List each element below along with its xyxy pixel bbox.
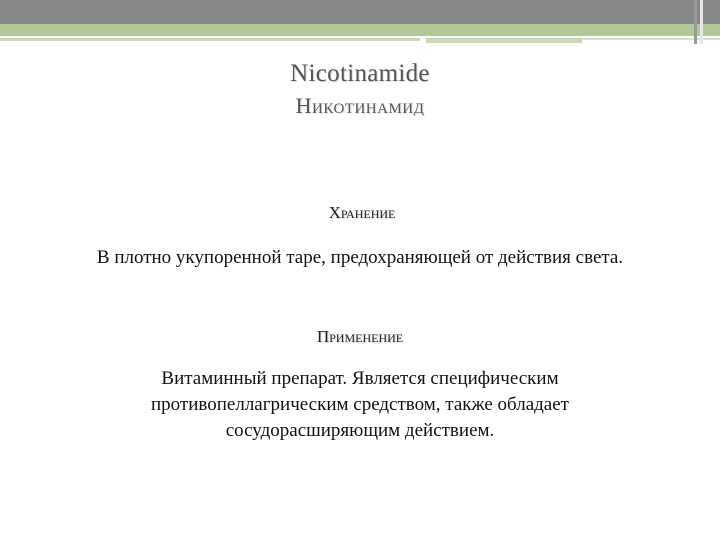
application-line: противопеллагрическим средством, также обладает [151, 394, 569, 415]
storage-heading: Хранение [328, 203, 396, 222]
header-accent-band [0, 24, 720, 36]
title-cyrillic: Никотинамид [295, 93, 425, 118]
application-line: сосудорасширяющим действием. [225, 420, 495, 441]
application-heading: Применение [316, 327, 404, 346]
application-line: Витаминный препарат. Является специфическим [161, 368, 559, 389]
corner-bar-dark [694, 0, 697, 44]
slide-title [0, 58, 720, 120]
title-latin: Nicotinamide [290, 60, 430, 87]
corner-bar-light [700, 0, 703, 44]
header-divider-left [0, 38, 420, 41]
storage-text: В плотно укупоренной таре, предохраняющей от действия света. [96, 247, 624, 268]
header-band [0, 0, 720, 24]
application-text [0, 366, 720, 444]
header-divider-right [426, 38, 582, 43]
